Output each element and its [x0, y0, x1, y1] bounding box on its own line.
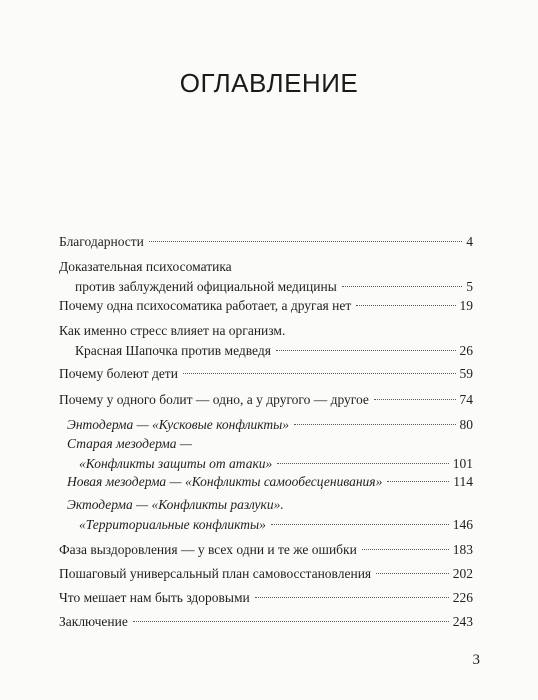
- toc-entry-text: Как именно стресс влияет на организм.: [59, 323, 286, 338]
- toc-page-number: 183: [452, 542, 473, 557]
- page-number: 3: [472, 652, 480, 668]
- toc-page-number: 243: [452, 614, 473, 629]
- toc-entry-text: «Территориальные конфликты»: [79, 517, 266, 532]
- dot-leader: [277, 463, 448, 464]
- toc-entry-what-prevents[interactable]: [59, 588, 473, 608]
- toc-page-number: 26: [459, 343, 473, 358]
- dot-leader: [362, 549, 449, 550]
- toc-entry-text: против заблуждений официальной медицины: [75, 279, 337, 294]
- toc-page-number: 146: [452, 517, 473, 532]
- dot-leader: [376, 573, 449, 574]
- dot-leader: [183, 373, 456, 374]
- toc-subentry-ectoderm[interactable]: [67, 495, 473, 535]
- toc-page-number: 4: [466, 234, 473, 249]
- toc-entry-recovery-plan[interactable]: [59, 564, 473, 584]
- toc-entry-text: Почему у одного болит — одно, а у другого — другое: [59, 392, 369, 407]
- toc-entry-text: «Конфликты защиты от атаки»: [79, 456, 273, 471]
- dot-leader: [255, 597, 449, 598]
- toc-page-number: 19: [459, 298, 473, 313]
- dot-leader: [271, 524, 449, 525]
- toc-page-number: 101: [452, 456, 473, 471]
- toc-page-number: 80: [459, 417, 473, 432]
- toc-entry-stress[interactable]: [59, 321, 473, 361]
- toc-entry-text: Красная Шапочка против медведя: [75, 343, 271, 358]
- dot-leader: [342, 286, 462, 287]
- dot-leader: [374, 399, 456, 400]
- toc-entry-text: Энтодерма — «Кусковые конфликты»: [67, 417, 289, 432]
- toc-entry-text: Пошаговый универсальный план самовосстановления: [59, 566, 372, 581]
- toc-entry-evidence-psychosomatics[interactable]: [59, 257, 473, 297]
- dot-leader: [276, 350, 456, 351]
- toc-page-number: 226: [452, 590, 473, 605]
- toc-entry-text: Заключение: [59, 614, 128, 629]
- toc-subentry-endoderm[interactable]: [67, 415, 473, 435]
- toc-entry-text: Новая мезодерма — «Конфликты самообесценивания»: [67, 474, 383, 489]
- toc-page-number: 114: [453, 474, 473, 489]
- toc-entry-why-different[interactable]: [59, 390, 473, 410]
- dot-leader: [387, 481, 449, 482]
- toc-page-number: 74: [459, 392, 473, 407]
- dot-leader: [356, 305, 455, 306]
- toc-entry-text: Доказательная психосоматика: [59, 259, 232, 274]
- toc-entry-text: Почему одна психосоматика работает, а другая нет: [59, 298, 352, 313]
- toc-subentry-new-mesoderm[interactable]: [67, 472, 473, 492]
- toc-entry-text: Фаза выздоровления — у всех одни и те же ошибки: [59, 542, 357, 557]
- dot-leader: [133, 621, 449, 622]
- toc-page-number: 59: [459, 366, 473, 381]
- toc-entry-text: Благодарности: [59, 234, 144, 249]
- toc-entry-recovery-phase[interactable]: [59, 540, 473, 560]
- toc-entry-why-one-works[interactable]: [59, 296, 473, 316]
- toc-entry-text: Старая мезодерма —: [67, 436, 192, 451]
- toc-entry-conclusion[interactable]: [59, 612, 473, 632]
- toc-entry-text: Эктодерма — «Конфликты разлуки».: [67, 497, 284, 512]
- toc-entry-acknowledgements[interactable]: [59, 232, 473, 252]
- toc-entry-text: Что мешает нам быть здоровыми: [59, 590, 250, 605]
- toc-entry-children[interactable]: [59, 364, 473, 384]
- toc-subentry-old-mesoderm[interactable]: [67, 434, 473, 474]
- dot-leader: [294, 424, 456, 425]
- dot-leader: [149, 241, 462, 242]
- page-title: ОГЛАВЛЕНИЕ: [179, 68, 359, 98]
- toc-page-number: 202: [452, 566, 473, 581]
- toc-page-number: 5: [466, 279, 473, 294]
- toc-entry-text: Почему болеют дети: [59, 366, 178, 381]
